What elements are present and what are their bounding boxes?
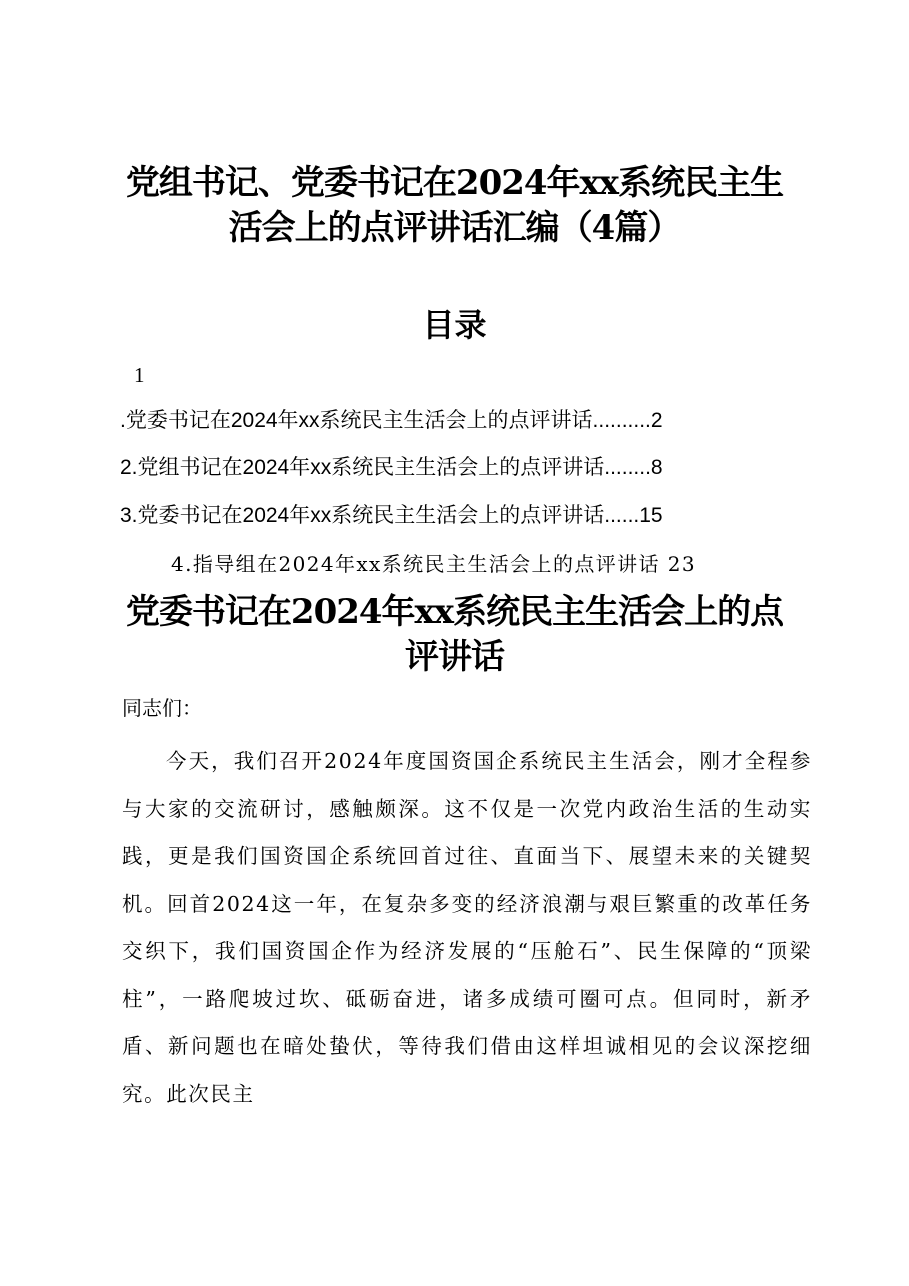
toc-heading: 目录 (422, 306, 487, 344)
speech-title-line-1: 党委书记在2024年xx系统民主生活会上的点 (125, 592, 784, 632)
document-title-line-1: 党组书记、党委书记在2024年xx系统民主生 (125, 163, 784, 203)
salutation: 同志们： (122, 696, 202, 720)
toc-entry[interactable]: 2.党组书记在2024年xx系统民主生活会上的点评讲话........8 (120, 456, 663, 479)
body-paragraph: 今天，我们召开2024年度国资国企系统民主生活会，刚才全程参与大家的交流研讨，感触颇深。这不仅是一次党内政治生活的生动实践，更是我们国资国企系统回首过往、直面当下、展望未来的关键契机。回首2024这一年，在复杂多变的经济浪潮与艰巨繁重的改革任务交织下，我们国资国企作为经济发展的“压舱石”、民生保障的“顶梁柱”，一路爬坡过坎、砥砺奋进，诸多成绩可圈可点。但同时，新矛盾、新问题也在暗处蛰伏，等待我们借由这样坦诚相见的会议深挖细究。此次民主 (122, 749, 812, 1106)
toc-entry[interactable]: 4.指导组在2024年xx系统民主生活会上的点评讲话 23 (171, 552, 696, 576)
toc-entry[interactable]: 3.党委书记在2024年xx系统民主生活会上的点评讲话......15 (120, 504, 663, 527)
document-title-line-2: 活会上的点评讲话汇编（4篇） (228, 208, 681, 248)
toc-entry[interactable]: .党委书记在2024年xx系统民主生活会上的点评讲话..........2 (120, 409, 663, 432)
toc-number-line: 1 (134, 363, 145, 387)
speech-title-line-2: 评讲话 (405, 637, 504, 677)
